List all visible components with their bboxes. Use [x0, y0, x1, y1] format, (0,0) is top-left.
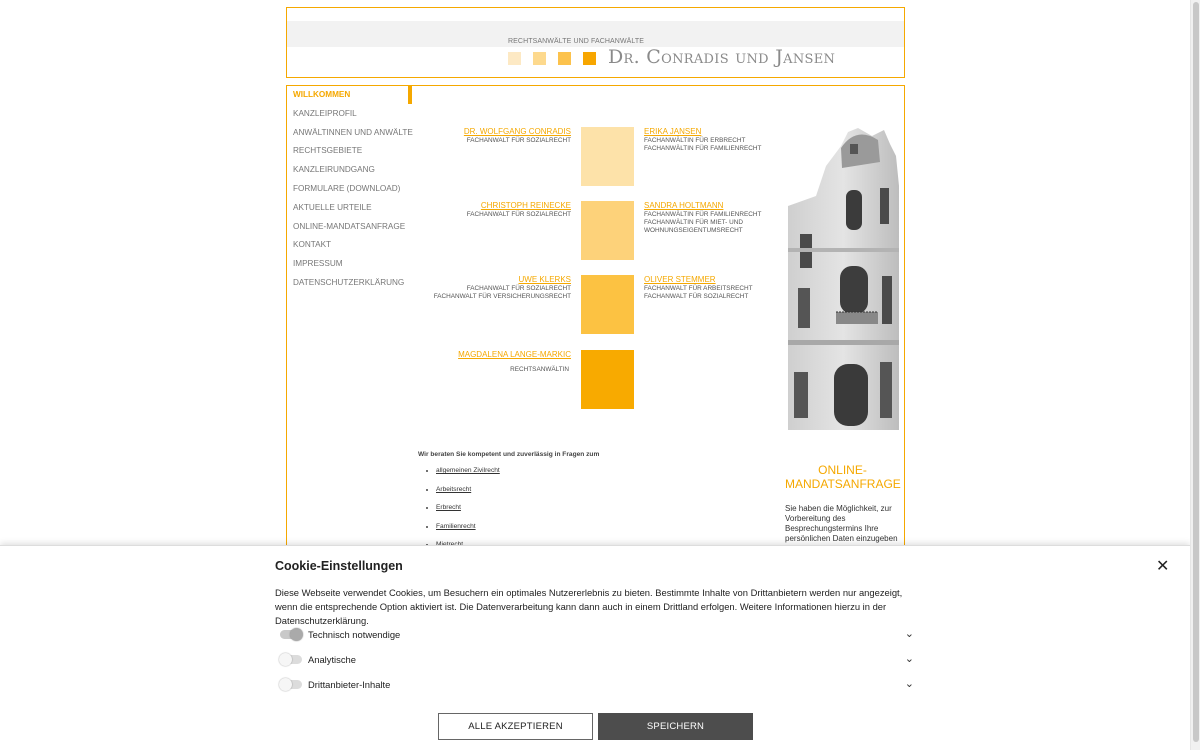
sidebar-nav	[293, 89, 413, 296]
advice-section	[418, 451, 758, 560]
advice-list	[436, 467, 758, 548]
toggle-knob	[279, 653, 292, 666]
logo-square-3	[558, 52, 571, 65]
lawyer-tile	[581, 127, 634, 186]
cookie-option-label: Analytische	[308, 654, 356, 665]
lawyer-tile	[581, 201, 634, 260]
main-content	[286, 85, 905, 555]
nav-item-kanzleiprofil[interactable]: KANZLEIPROFIL	[293, 108, 357, 118]
lawyer-role: FACHANWALT FÜR SOZIALRECHT	[466, 137, 571, 144]
lawyer-card	[644, 201, 784, 235]
logo-square-1	[508, 52, 521, 65]
chevron-down-icon[interactable]: ⌄	[904, 678, 914, 690]
cookie-option-label: Drittanbieter-Inhalte	[308, 679, 391, 690]
toggle-knob	[290, 628, 303, 641]
nav-item-anwaelte[interactable]: ANWÄLTINNEN UND ANWÄLTE	[293, 127, 413, 137]
lawyer-tile	[581, 275, 634, 334]
toggle-knob	[279, 678, 292, 691]
page-scrollbar[interactable]	[1190, 0, 1200, 750]
cookie-banner	[0, 545, 1190, 750]
nav-item-kanzleirundgang[interactable]: KANZLEIRUNDGANG	[293, 165, 375, 175]
list-item	[436, 486, 758, 493]
site-header	[286, 7, 905, 78]
mandate-text: Sie haben die Möglichkeit, zur Vorbereitung des Besprechungstermins Ihre persönlichen Daten einzugeben	[785, 504, 898, 543]
nav-item-urteile[interactable]: AKTUELLE URTEILE	[293, 202, 372, 212]
mandate-title[interactable]: ONLINE-MANDATSANFRAGE	[785, 463, 901, 491]
lawyer-role: FACHANWÄLTIN FÜR FAMILIENRECHT	[644, 145, 762, 152]
lawyer-card	[644, 127, 784, 153]
save-button[interactable]: SPEICHERN	[598, 713, 753, 740]
lawyer-tile	[581, 350, 634, 409]
scrollbar-thumb[interactable]	[1193, 2, 1199, 742]
cookie-option-thirdparty[interactable]	[280, 678, 914, 692]
toggle-switch[interactable]	[280, 630, 302, 639]
nav-item-willkommen[interactable]: WILLKOMMEN	[293, 90, 351, 99]
nav-item-formulare[interactable]: FORMULARE (DOWNLOAD)	[293, 183, 401, 193]
toggle-switch[interactable]	[280, 655, 302, 664]
nav-item-datenschutz[interactable]: DATENSCHUTZERKLÄRUNG	[293, 277, 405, 287]
lawyer-role: FACHANWALT FÜR SOZIALRECHT	[466, 211, 571, 218]
cookie-option-label: Technisch notwendige	[308, 629, 401, 640]
list-item	[436, 504, 758, 511]
close-icon[interactable]: ✕	[1156, 558, 1170, 575]
lawyer-name-link[interactable]: ERIKA JANSEN	[644, 127, 702, 136]
lawyer-role: RECHTSANWÄLTIN	[510, 366, 569, 373]
header-tagline: RECHTSANWÄLTE UND FACHANWÄLTE	[508, 38, 645, 45]
lawyer-role: FACHANWALT FÜR ARBEITSRECHT	[644, 285, 753, 292]
cookie-option-analytics[interactable]	[280, 653, 914, 667]
accept-all-button[interactable]: ALLE AKZEPTIEREN	[438, 713, 593, 740]
mandate-section	[785, 463, 900, 544]
nav-item-impressum[interactable]: IMPRESSUM	[293, 259, 343, 269]
lawyer-name-link[interactable]: OLIVER STEMMER	[644, 275, 716, 284]
list-item	[436, 523, 758, 530]
lawyer-card	[417, 350, 571, 374]
lawyer-role: FACHANWALT FÜR SOZIALRECHT	[644, 293, 749, 300]
building-photo	[786, 126, 899, 430]
lawyer-role: FACHANWALT FÜR SOZIALRECHT	[466, 285, 571, 292]
lawyer-card	[417, 127, 571, 145]
lawyer-role: FACHANWÄLTIN FÜR ERBRECHT	[644, 137, 746, 144]
nav-item-rechtsgebiete[interactable]: RECHTSGEBIETE	[293, 146, 363, 156]
lawyer-role: WOHNUNGSEIGENTUMSRECHT	[644, 227, 743, 234]
lawyer-name-link[interactable]: MAGDALENA LANGE-MARKIC	[458, 350, 571, 359]
advice-link[interactable]: Erbrecht	[436, 504, 461, 511]
lawyer-name-link[interactable]: CHRISTOPH REINECKE	[480, 201, 571, 210]
cookie-title: Cookie-Einstellungen	[275, 559, 403, 573]
lawyer-role: FACHANWALT FÜR VERSICHERUNGSRECHT	[433, 293, 571, 300]
toggle-switch[interactable]	[280, 680, 302, 689]
nav-item-mandatsanfrage[interactable]: ONLINE-MANDATSANFRAGE	[293, 221, 406, 231]
cookie-option-technical[interactable]	[280, 628, 914, 642]
lawyer-name-link[interactable]: UWE KLERKS	[518, 275, 571, 284]
lawyer-name-link[interactable]: SANDRA HOLTMANN	[644, 201, 724, 210]
chevron-down-icon[interactable]: ⌄	[904, 628, 914, 640]
logo-square-2	[533, 52, 546, 65]
lawyer-card	[644, 275, 784, 301]
lawyer-name-link[interactable]: DR. WOLFGANG CONRADIS	[463, 127, 571, 136]
advice-title: Wir beraten Sie kompetent und zuverlässig in Fragen zum	[418, 451, 600, 458]
advice-link[interactable]: Familienrecht	[436, 522, 476, 530]
lawyer-card	[417, 275, 571, 301]
advice-link[interactable]: Arbeitsrecht	[436, 485, 472, 493]
chevron-down-icon[interactable]: ⌄	[904, 653, 914, 665]
lawyer-role: FACHANWÄLTIN FÜR FAMILIENRECHT	[644, 211, 762, 218]
nav-item-kontakt[interactable]: KONTAKT	[293, 240, 332, 250]
cookie-description: Diese Webseite verwendet Cookies, um Besuchern ein optimales Nutzererlebnis zu bieten. Bestimmte Inhalte von Drittanbietern werden nur angezeigt, wenn die entsprechende Option aktiviert ist. Die Datenverarbeitung kann dann auch in einem Drittland erfolgen. Weitere Informationen hierzu in der Datenschutzerklärung.	[275, 587, 903, 626]
lawyer-card	[417, 201, 571, 219]
logo-square-4	[583, 52, 596, 65]
site-logo[interactable]: Dr. Conradis und Jansen	[608, 46, 836, 68]
advice-link[interactable]: allgemeinen Zivilrecht	[436, 467, 500, 474]
lawyer-role: FACHANWÄLTIN FÜR MIET- UND	[644, 219, 743, 226]
list-item	[436, 467, 758, 474]
